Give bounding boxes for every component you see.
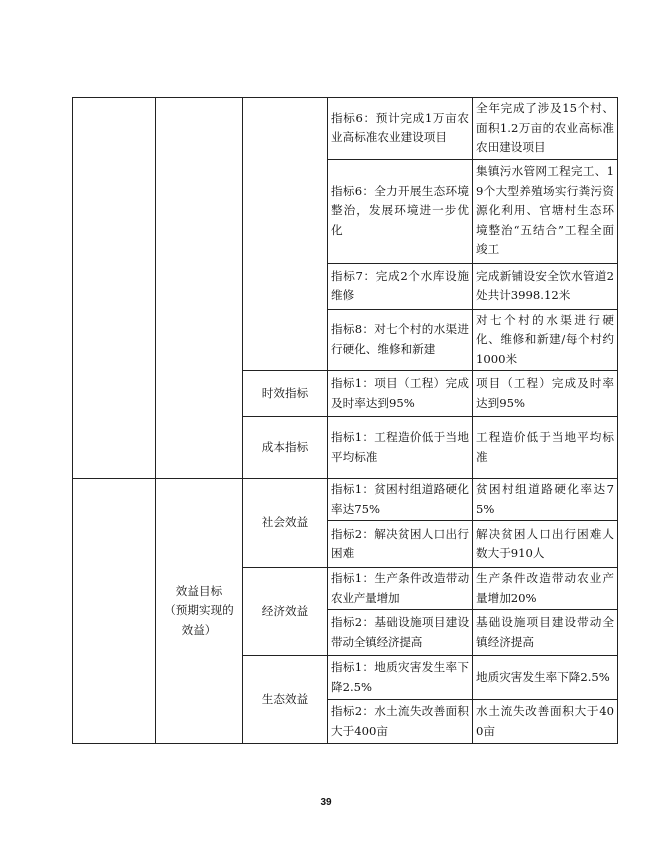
subcategory-cell-empty <box>243 98 328 371</box>
value-cell: 水土流失改善面积大于400亩 <box>473 700 618 744</box>
indicator-cell: 指标1：工程造价低于当地平均标准 <box>328 417 473 479</box>
category-cell-empty <box>73 479 156 744</box>
page-number: 39 <box>320 797 332 808</box>
value-cell: 工程造价低于当地平均标准 <box>473 417 618 479</box>
value-cell: 集镇污水管网工程完工、19个大型养殖场实行粪污资源化利用、官塘村生态环境整治“五结合”工程全面竣工 <box>473 159 618 263</box>
category-cell-empty <box>73 98 156 479</box>
indicator-cell: 指标7：完成2个水库设施维修 <box>328 263 473 309</box>
value-cell: 解决贫困人口出行困难人数大于910人 <box>473 521 618 568</box>
subcategory-label: 生态效益 <box>243 656 328 744</box>
value-cell: 对七个村的水渠进行硬化、维修和新建/每个村约1000米 <box>473 309 618 371</box>
benefit-goal-line1: 效益目标 <box>175 583 223 598</box>
indicator-cell: 指标1：生产条件改造带动农业产量增加 <box>328 568 473 610</box>
value-cell: 地质灾害发生率下降2.5% <box>473 656 618 700</box>
subcategory-label: 时效指标 <box>243 371 328 417</box>
subcategory-label: 经济效益 <box>243 568 328 656</box>
benefit-goal-label <box>156 479 243 744</box>
performance-table <box>72 97 618 744</box>
indicator-cell: 指标2：解决贫困人口出行困难 <box>328 521 473 568</box>
benefit-goal-line2: （预期实现的 <box>164 603 234 618</box>
indicator-cell: 指标2：基础设施项目建设带动全镇经济提高 <box>328 610 473 656</box>
table-row <box>73 98 618 160</box>
value-cell: 全年完成了涉及15个村、面积1.2万亩的农业高标准农田建设项目 <box>473 98 618 160</box>
indicator-cell: 指标8：对七个村的水渠进行硬化、维修和新建 <box>328 309 473 371</box>
indicator-cell: 指标2：水土流失改善面积大于400亩 <box>328 700 473 744</box>
value-cell: 生产条件改造带动农业产量增加20% <box>473 568 618 610</box>
value-cell: 项目（工程）完成及时率达到95% <box>473 371 618 417</box>
subcategory-label: 社会效益 <box>243 479 328 568</box>
indicator-cell: 指标6：全力开展生态环境整治，发展环境进一步优化 <box>328 159 473 263</box>
value-cell: 贫困村组道路硬化率达75% <box>473 479 618 521</box>
benefit-goal-line3: 效益） <box>181 622 217 637</box>
indicator-cell: 指标1：贫困村组道路硬化率达75% <box>328 479 473 521</box>
value-cell: 完成新铺设安全饮水管道2处共计3998.12米 <box>473 263 618 309</box>
table-row <box>73 479 618 521</box>
value-cell: 基础设施项目建设带动全镇经济提高 <box>473 610 618 656</box>
goal-cell-empty <box>156 98 243 479</box>
indicator-cell: 指标1：地质灾害发生率下降2.5% <box>328 656 473 700</box>
indicator-cell: 指标6：预计完成1万亩农业高标准农业建设项目 <box>328 98 473 160</box>
subcategory-label: 成本指标 <box>243 417 328 479</box>
indicator-cell: 指标1：项目（工程）完成及时率达到95% <box>328 371 473 417</box>
